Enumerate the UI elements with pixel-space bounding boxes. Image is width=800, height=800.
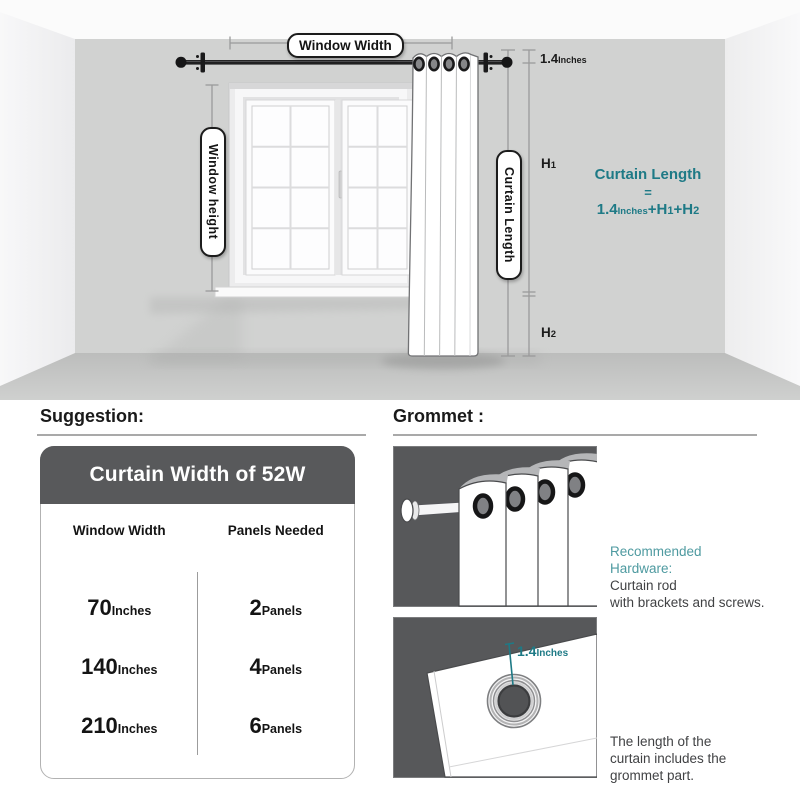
rod-finial-left: [176, 57, 187, 68]
hardware-note-teal-line1: Recommended: [610, 544, 702, 559]
column-window-width: Window Width: [72, 523, 166, 538]
hardware-note: [610, 543, 765, 611]
rod-gap-label: [540, 51, 587, 67]
grommet-size-label: 1.4Inches: [517, 643, 569, 659]
hardware-note-line1: Curtain rod: [610, 578, 677, 593]
curtain-panel: [408, 53, 478, 356]
curtain-length-formula: [595, 166, 702, 220]
table-row: [41, 713, 354, 739]
h2-label: H2: [541, 325, 557, 340]
window: [215, 83, 426, 297]
panels-cell: 2 Panels: [249, 595, 303, 620]
formula-equals: =: [644, 184, 652, 200]
curtain-length-label: Curtain Length: [502, 167, 516, 263]
rod-gap-value: 1.4: [540, 51, 559, 66]
curtain-length-pill: [496, 150, 522, 280]
grommet-hardware-illustration: [393, 446, 597, 607]
suggestion-heading: Suggestion:: [40, 406, 144, 426]
suggestion-divider: [37, 434, 366, 436]
grommet-ring: [488, 675, 541, 728]
panels-cell: 6 Panels: [249, 713, 303, 738]
table-row: [41, 595, 354, 621]
grommet-heading: Grommet :: [393, 406, 485, 426]
rod-finial-right: [502, 57, 513, 68]
panels-table-card: [40, 446, 355, 779]
width-cell: 70 Inches: [87, 595, 152, 620]
grommet-divider: [393, 434, 757, 436]
column-panels-needed: Panels Needed: [227, 523, 324, 538]
hardware-note-teal-line2: Hardware:: [610, 561, 673, 576]
length-note-line3: grommet part.: [610, 768, 695, 783]
length-note: [610, 733, 726, 784]
window-width-pill: [287, 33, 404, 58]
table-column-headers: [41, 523, 354, 538]
length-note-line2: curtain includes the: [610, 751, 727, 766]
window-sill: [215, 287, 426, 297]
window-width-label: Window Width: [299, 38, 392, 53]
hardware-note-line2: with brackets and screws.: [610, 595, 765, 610]
panels-cell: 4 Panels: [249, 654, 303, 679]
rod-gap-unit: Inches: [558, 55, 587, 65]
window-height-label: Window height: [206, 144, 220, 240]
window-height-pill: [200, 127, 226, 257]
length-note-line1: The length of the: [610, 734, 712, 749]
table-title: Curtain Width of 52W: [40, 446, 355, 504]
width-cell: 210 Inches: [81, 713, 158, 738]
width-cell: 140 Inches: [81, 654, 158, 679]
h1-label: H1: [541, 156, 557, 171]
grommet-closeup-illustration: [393, 617, 597, 778]
formula-line1: Curtain Length: [594, 166, 702, 183]
formula-line3: 1.4Inches+H1+H2: [596, 201, 700, 218]
table-row: [41, 654, 354, 680]
